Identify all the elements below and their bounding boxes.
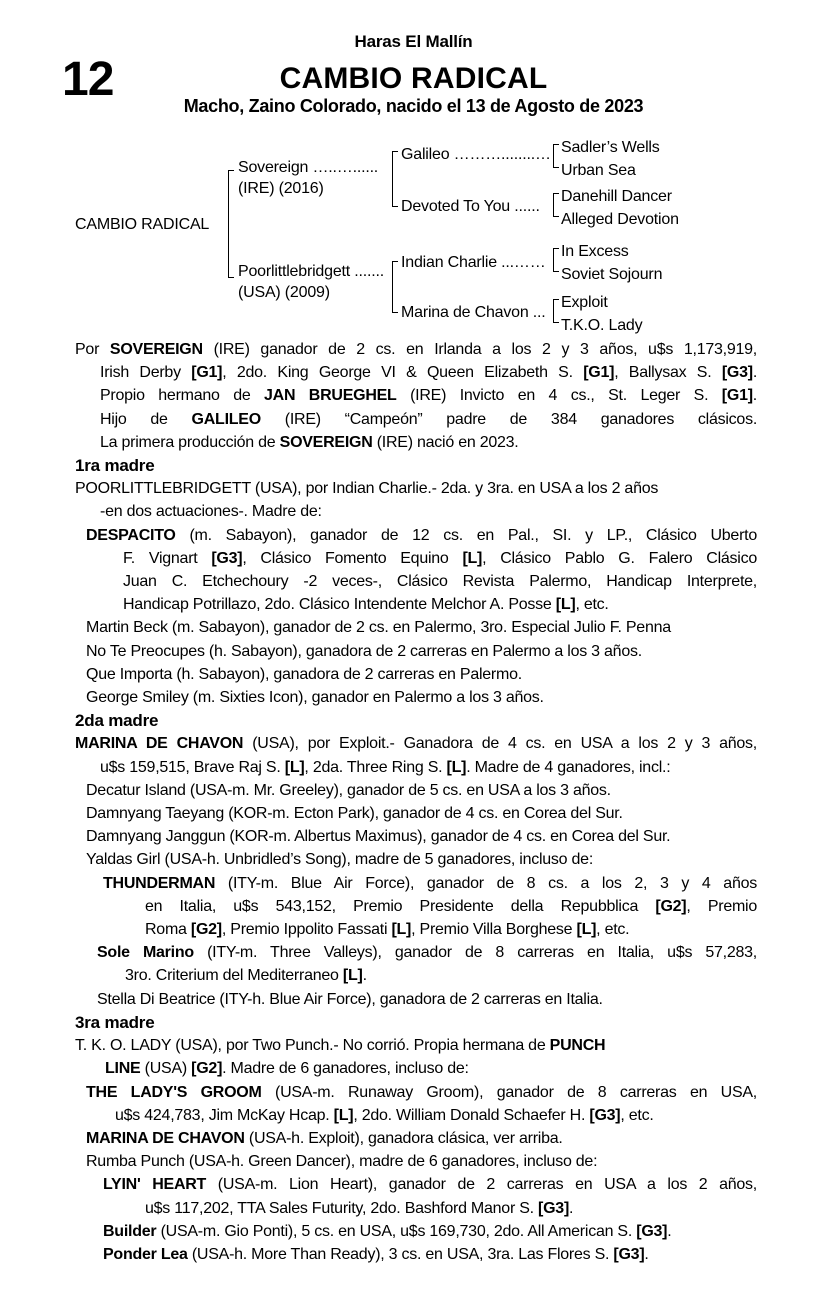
text-line: Propio hermano de JAN BRUEGHEL (IRE) Invicto en 4 cs., St. Leger S. [G1]. xyxy=(100,387,757,405)
pedigree-gen4-node: Soviet Sojourn xyxy=(561,266,663,283)
bracket-dam-dam xyxy=(553,299,559,323)
pedigree-dam-dam: Marina de Chavon ... xyxy=(401,304,546,321)
text-line: THUNDERMAN (ITY-m. Blue Air Force), ganador de 8 cs. a los 2, 3 y 4 años xyxy=(103,874,757,892)
text-line: Sole Marino (ITY-m. Three Valleys), ganador de 8 carreras en Italia, u$s 57,283, xyxy=(97,944,758,962)
text-line: Hijo de GALILEO (IRE) “Campeón” padre de 384 ganadores clásicos. xyxy=(100,410,758,428)
text-line: George Smiley (m. Sixties Icon), ganador en Palermo a los 3 años. xyxy=(86,689,544,707)
section-heading: 3ra madre xyxy=(75,1012,155,1032)
text-line: Que Importa (h. Sabayon), ganadora de 2 carreras en Palermo. xyxy=(86,665,522,683)
pedigree-dam xyxy=(238,261,384,303)
pedigree-sire xyxy=(238,157,378,199)
text-line: -en dos actuaciones-. Madre de: xyxy=(100,503,322,521)
text-line: F. Vignart [G3], Clásico Fomento Equino [L], Clásico Pablo G. Falero Clásico xyxy=(123,549,757,567)
lot-number: 12 xyxy=(62,53,114,106)
text-line: THE LADY'S GROOM (USA-m. Runaway Groom), ganador de 8 carreras en USA, xyxy=(86,1083,757,1101)
text-line: Stella Di Beatrice (ITY-h. Blue Air Force), ganadora de 2 carreras en Italia. xyxy=(97,990,603,1008)
bracket-dam-sire xyxy=(553,248,559,272)
page-title: CAMBIO RADICAL xyxy=(279,62,548,95)
pedigree-dam-name: Poorlittlebridgett ....... xyxy=(238,263,384,280)
text-line: Builder (USA-m. Gio Ponti), 5 cs. en USA, u$s 169,730, 2do. All American S. [G3]. xyxy=(103,1222,672,1240)
sire-note xyxy=(75,338,757,454)
catalog-text xyxy=(75,338,757,1266)
text-line: Por SOVEREIGN (IRE) ganador de 2 cs. en Irlanda a los 2 y 3 años, u$s 1,173,919, xyxy=(75,341,758,358)
text-line: Rumba Punch (USA-h. Green Dancer), madre de 6 ganadores, incluso de: xyxy=(86,1153,598,1171)
section-second-dam xyxy=(75,709,757,1011)
pedigree-sire-dam: Devoted To You ...... xyxy=(401,198,540,215)
horse-description: Macho, Zaino Colorado, nacido el 13 de Agosto de 2023 xyxy=(183,96,644,116)
text-line: u$s 159,515, Brave Raj S. [L], 2da. Three Ring S. [L]. Madre de 4 ganadores, incl.: xyxy=(100,758,671,776)
text-line: Decatur Island (USA-m. Mr. Greeley), ganador de 5 cs. en USA a los 3 años. xyxy=(86,781,611,799)
text-line: Irish Derby [G1], 2do. King George VI & Queen Elizabeth S. [G1], Ballysax S. [G3]. xyxy=(100,364,758,382)
text-line: T. K. O. LADY (USA), por Two Punch.- No corrió. Propia hermana de PUNCH xyxy=(75,1037,606,1055)
pedigree-dam-sire: Indian Charlie ...…… xyxy=(401,254,546,271)
pedigree-subject: CAMBIO RADICAL xyxy=(75,216,210,233)
text-line: 3ro. Criterium del Mediterraneo [L]. xyxy=(125,967,367,985)
text-line: LINE (USA) [G2]. Madre de 6 ganadores, incluso de: xyxy=(105,1060,469,1078)
text-line: Martin Beck (m. Sabayon), ganador de 2 cs. en Palermo, 3ro. Especial Julio F. Penna xyxy=(86,619,671,637)
section-third-dam xyxy=(75,1011,757,1266)
pedigree-gen4-node: Danehill Dancer xyxy=(561,188,672,205)
pedigree-sire-name: Sovereign …..…...... xyxy=(238,159,379,176)
section-lines xyxy=(75,1034,757,1266)
section-heading: 2da madre xyxy=(75,711,159,731)
bracket-sire xyxy=(392,151,398,207)
section-lines xyxy=(75,477,757,709)
text-line: Yaldas Girl (USA-h. Unbridled’s Song), madre de 5 ganadores, incluso de: xyxy=(86,851,594,869)
pedigree-gen4-node: Sadler’s Wells xyxy=(561,139,660,156)
text-line: POORLITTLEBRIDGETT (USA), por Indian Charlie.- 2da. y 3ra. en USA a los 2 años xyxy=(75,480,659,498)
pedigree-tree xyxy=(0,135,827,337)
pedigree-dam-detail: (USA) (2009) xyxy=(238,284,330,301)
bracket-sire-dam xyxy=(553,193,559,217)
text-line: u$s 424,783, Jim McKay Hcap. [L], 2do. William Donald Schaefer H. [G3], etc. xyxy=(115,1106,654,1124)
text-line: LYIN' HEART (USA-m. Lion Heart), ganador de 2 carreras en USA a los 2 años, xyxy=(103,1176,757,1194)
text-line: en Italia, u$s 543,152, Premio Presidente della Repubblica [G2], Premio xyxy=(145,897,757,915)
pedigree-gen4-node: In Excess xyxy=(561,243,629,260)
text-line: La primera producción de SOVEREIGN (IRE) nació en 2023. xyxy=(100,433,519,451)
bracket-dam xyxy=(392,261,398,313)
text-line: Handicap Potrillazo, 2do. Clásico Intendente Melchor A. Posse [L], etc. xyxy=(123,596,609,614)
pedigree-gen4-node: Urban Sea xyxy=(561,162,636,179)
text-line: MARINA DE CHAVON (USA), por Exploit.- Ganadora de 4 cs. en USA a los 2 y 3 años, xyxy=(75,735,757,753)
text-line: Ponder Lea (USA-h. More Than Ready), 3 cs. en USA, 3ra. Las Flores S. [G3]. xyxy=(103,1245,649,1263)
pedigree-sire-detail: (IRE) (2016) xyxy=(238,180,324,197)
pedigree-sire-sire: Galileo ………........… xyxy=(401,146,551,163)
text-line: Damnyang Taeyang (KOR-m. Ecton Park), ganador de 4 cs. en Corea del Sur. xyxy=(86,805,623,823)
section-first-dam xyxy=(75,454,757,709)
text-line: MARINA DE CHAVON (USA-h. Exploit), ganadora clásica, ver arriba. xyxy=(86,1129,563,1147)
pedigree-gen4-node: Alleged Devotion xyxy=(561,211,679,228)
pedigree-gen4-node: T.K.O. Lady xyxy=(561,317,643,334)
pedigree-gen4-node: Exploit xyxy=(561,294,608,311)
bracket-gen1 xyxy=(228,170,234,278)
section-heading: 1ra madre xyxy=(75,456,155,476)
text-line: Roma [G2], Premio Ippolito Fassati [L], Premio Villa Borghese [L], etc. xyxy=(145,921,630,939)
text-line: DESPACITO (m. Sabayon), ganador de 12 cs. en Pal., SI. y LP., Clásico Uberto xyxy=(86,526,757,544)
text-line: u$s 117,202, TTA Sales Futurity, 2do. Bashford Manor S. [G3]. xyxy=(145,1199,574,1217)
section-lines xyxy=(75,732,757,1010)
farm-name: Haras El Mallín xyxy=(354,32,473,51)
text-line: Damnyang Janggun (KOR-m. Albertus Maximus), ganador de 4 cs. en Corea del Sur. xyxy=(86,828,671,846)
bracket-sire-sire xyxy=(553,144,559,168)
text-line: Juan C. Etchechoury -2 veces-, Clásico Revista Palermo, Handicap Interprete, xyxy=(123,573,757,591)
text-line: No Te Preocupes (h. Sabayon), ganadora de 2 carreras en Palermo a los 3 años. xyxy=(86,642,642,660)
